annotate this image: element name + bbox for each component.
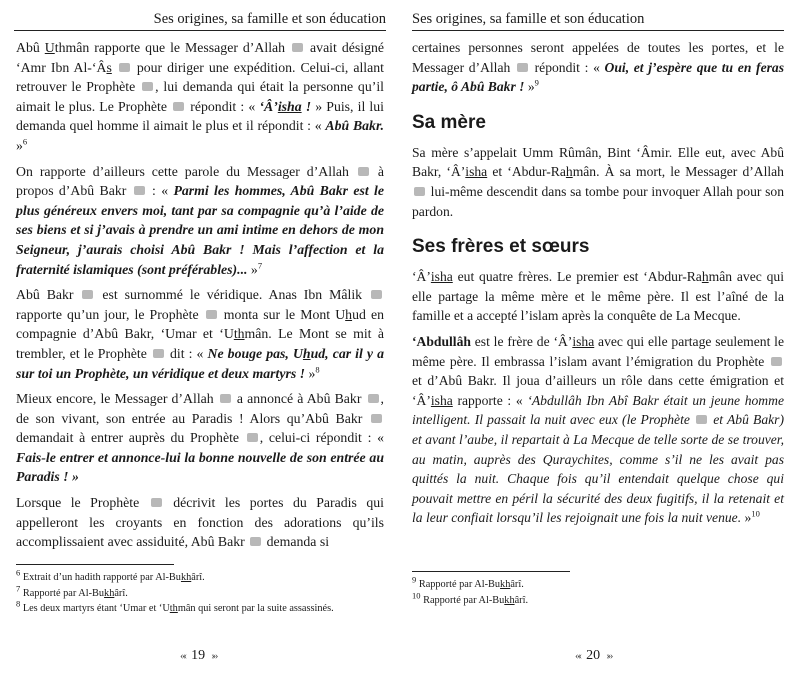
honorific-icon [517, 63, 528, 72]
footnote-ref: 10 [751, 508, 760, 519]
page-number: «‹ 19 ›» [180, 648, 217, 663]
page-number: «‹ 20 ›» [575, 648, 612, 663]
honorific-icon [142, 82, 153, 91]
honorific-icon [250, 537, 261, 546]
honorific-icon [119, 63, 130, 72]
paragraph-1: certaines personnes seront appelées de toutes les portes, et le Messager d’Allah répondit : « Oui, et j’espère que tu en feras partie, ô Abû Bakr ! »$^9$ [412, 40, 784, 95]
honorific-icon [371, 414, 382, 423]
footnotes [412, 574, 784, 608]
footnote-ref: 6 [22, 136, 28, 147]
honorific-icon [173, 102, 184, 111]
honorific-icon [358, 167, 369, 176]
section-heading-mere: Sa mère [412, 111, 486, 133]
honorific-icon [151, 498, 162, 507]
honorific-icon [206, 310, 217, 319]
ornamental-bracket-right-icon: ›» [606, 650, 612, 662]
honorific-icon [371, 290, 382, 299]
footnotes [16, 567, 388, 617]
paragraph-4: Mieux encore, le Messager d’Allah a annoncé à Abû Bakr , de son vivant, son entrée au Paradis ! Alors qu’Abû Bakr demandait à entrer auprès du Prophète , celui-ci répondit : « Fais-le entrer et annonce-lui la bonne nouvelle de son entrée au Paradis ! » [16, 391, 384, 485]
running-head: Ses origines, sa famille et son éducation [412, 11, 645, 27]
paragraph-2: Sa mère s’appelait Umm Rûmân, Bint ‘Âmir. Elle eut, avec Abû Bakr, ‘Â’isha et ‘Abdur-Rahmân. À sa mort, le Messager d’Allah lui-même descendit dans sa tombe pour invoquer Allah pour son pardon. [412, 144, 784, 219]
paragraph-2: On rapporte d’ailleurs cette parole du Messager d’Allah à propos d’Abû Bakr : « Parmi les hommes, Abû Bakr est le plus généreux envers moi, tant par sa compagnie qu’à l’aide de ses biens et si j’avais à prendre un ami intime en dehors de mon Seigneur, j’aurais choisi Abû Bakr ! Mais l’affection et la fraternité islamiques (sont préférables)... »$^7$ [16, 163, 384, 277]
honorific-icon [368, 394, 379, 403]
footnote-ref: 7 [257, 259, 263, 270]
honorific-icon [82, 290, 93, 299]
footnote-ref: 9 [534, 77, 539, 88]
footnote-6: $^6$ Extrait d’un hadith rapporté par Al-Bukhârî. [16, 567, 205, 583]
header-rule [412, 30, 784, 31]
honorific-icon [771, 357, 782, 366]
header-rule [14, 30, 386, 31]
ornamental-bracket-right-icon: ›» [211, 650, 217, 662]
footnote-8: $^8$ Les deux martyrs étant ‘Umar et ‘Uthmân qui seront par la suite assassinés. [16, 598, 334, 614]
footnote-ref: 8 [315, 363, 320, 374]
honorific-icon [220, 394, 231, 403]
paragraph-4: ‘Abdullâh est le frère de ‘Â’isha avec qui elle partage seulement le même père. Il embrassa l’islam avant l’émigration du Prophète et d’Abû Bakr. Il joua d’ailleurs un rôle dans cette émigration et ‘Â’isha rapporte : « ‘Abdullâh Ibn Abî Bakr était un jeune homme intelligent. Il passait la nuit avec eux (le Prophète et Abû Bakr) et avant l’aube, il repartait à La Mecque de telle sorte de se trouver, au matin, auprès des Quraychites, comme s’il ne les avait pas quittés la nuit. Chaque fois qu’il entendait quelque chose qui pouvait mettre en péril la sécurité des deux fugitifs, il la retenait et la leur confiait lorsqu’il les rejoignait une fois la nuit venue. »$^{10}$ [412, 333, 784, 526]
ornamental-bracket-left-icon: «‹ [575, 650, 581, 662]
footnote-9: $^9$ Rapporté par Al-Bukhârî. [412, 574, 524, 590]
footnote-10: $^{10}$ Rapporté par Al-Bukhârî. [412, 590, 529, 606]
paragraph-3: Abû Bakr est surnommé le véridique. Anas Ibn Mâlik rapporte qu’un jour, le Prophète monta sur le Mont Uhud en compagnie d’Abû Bakr, ‘Umar et ‘Uthmân. Le Mont se mit à trembler, et le Prophète dit : « Ne bouge pas, Uhud, car il y a sur toi un Prophète, un véridique et deux martyrs ! »$^8$ [16, 287, 384, 381]
footnote-7: $^7$ Rapporté par Al-Bukhârî. [16, 583, 128, 599]
honorific-icon [247, 433, 258, 442]
honorific-icon [134, 186, 145, 195]
paragraph-5: Lorsque le Prophète décrivit les portes du Paradis qui appelleront les croyants en fonction des adorations qu’ils accomplissaient avec assiduité, Abû Bakr demanda si [16, 495, 384, 550]
left-page-body [16, 38, 384, 558]
right-page [400, 0, 800, 683]
paragraph-1: Abû Uthmân rapporte que le Messager d’Allah avait désigné ‘Amr Ibn Al-‘Âs pour diriger une expédition. Celui-ci, allant retrouver le Prophète , lui demanda qui était la personne qu’il aimait le plus. Le Prophète répondit : « ‘Â’isha ! » Puis, il lui demanda quel homme il aimait le plus et il répondit : « Abû Bakr. »$^6$ [16, 40, 385, 153]
honorific-icon [414, 187, 425, 196]
honorific-icon [696, 415, 707, 424]
right-page-body [412, 38, 784, 534]
paragraph-3: ‘Â’isha eut quatre frères. Le premier est ‘Abdur-Rahmân avec qui elle partage la même mère et le même père. Il est l’aîné de la famille et a accepté l’islam après la conquête de La Mecque. [412, 269, 784, 324]
running-head: Ses origines, sa famille et son éducation [153, 11, 386, 27]
section-heading-freres: Ses frères et sœurs [412, 236, 590, 258]
footnote-rule [16, 564, 174, 565]
honorific-icon [292, 43, 303, 52]
footnote-rule [412, 571, 570, 572]
ornamental-bracket-left-icon: «‹ [180, 650, 186, 662]
honorific-icon [153, 349, 164, 358]
